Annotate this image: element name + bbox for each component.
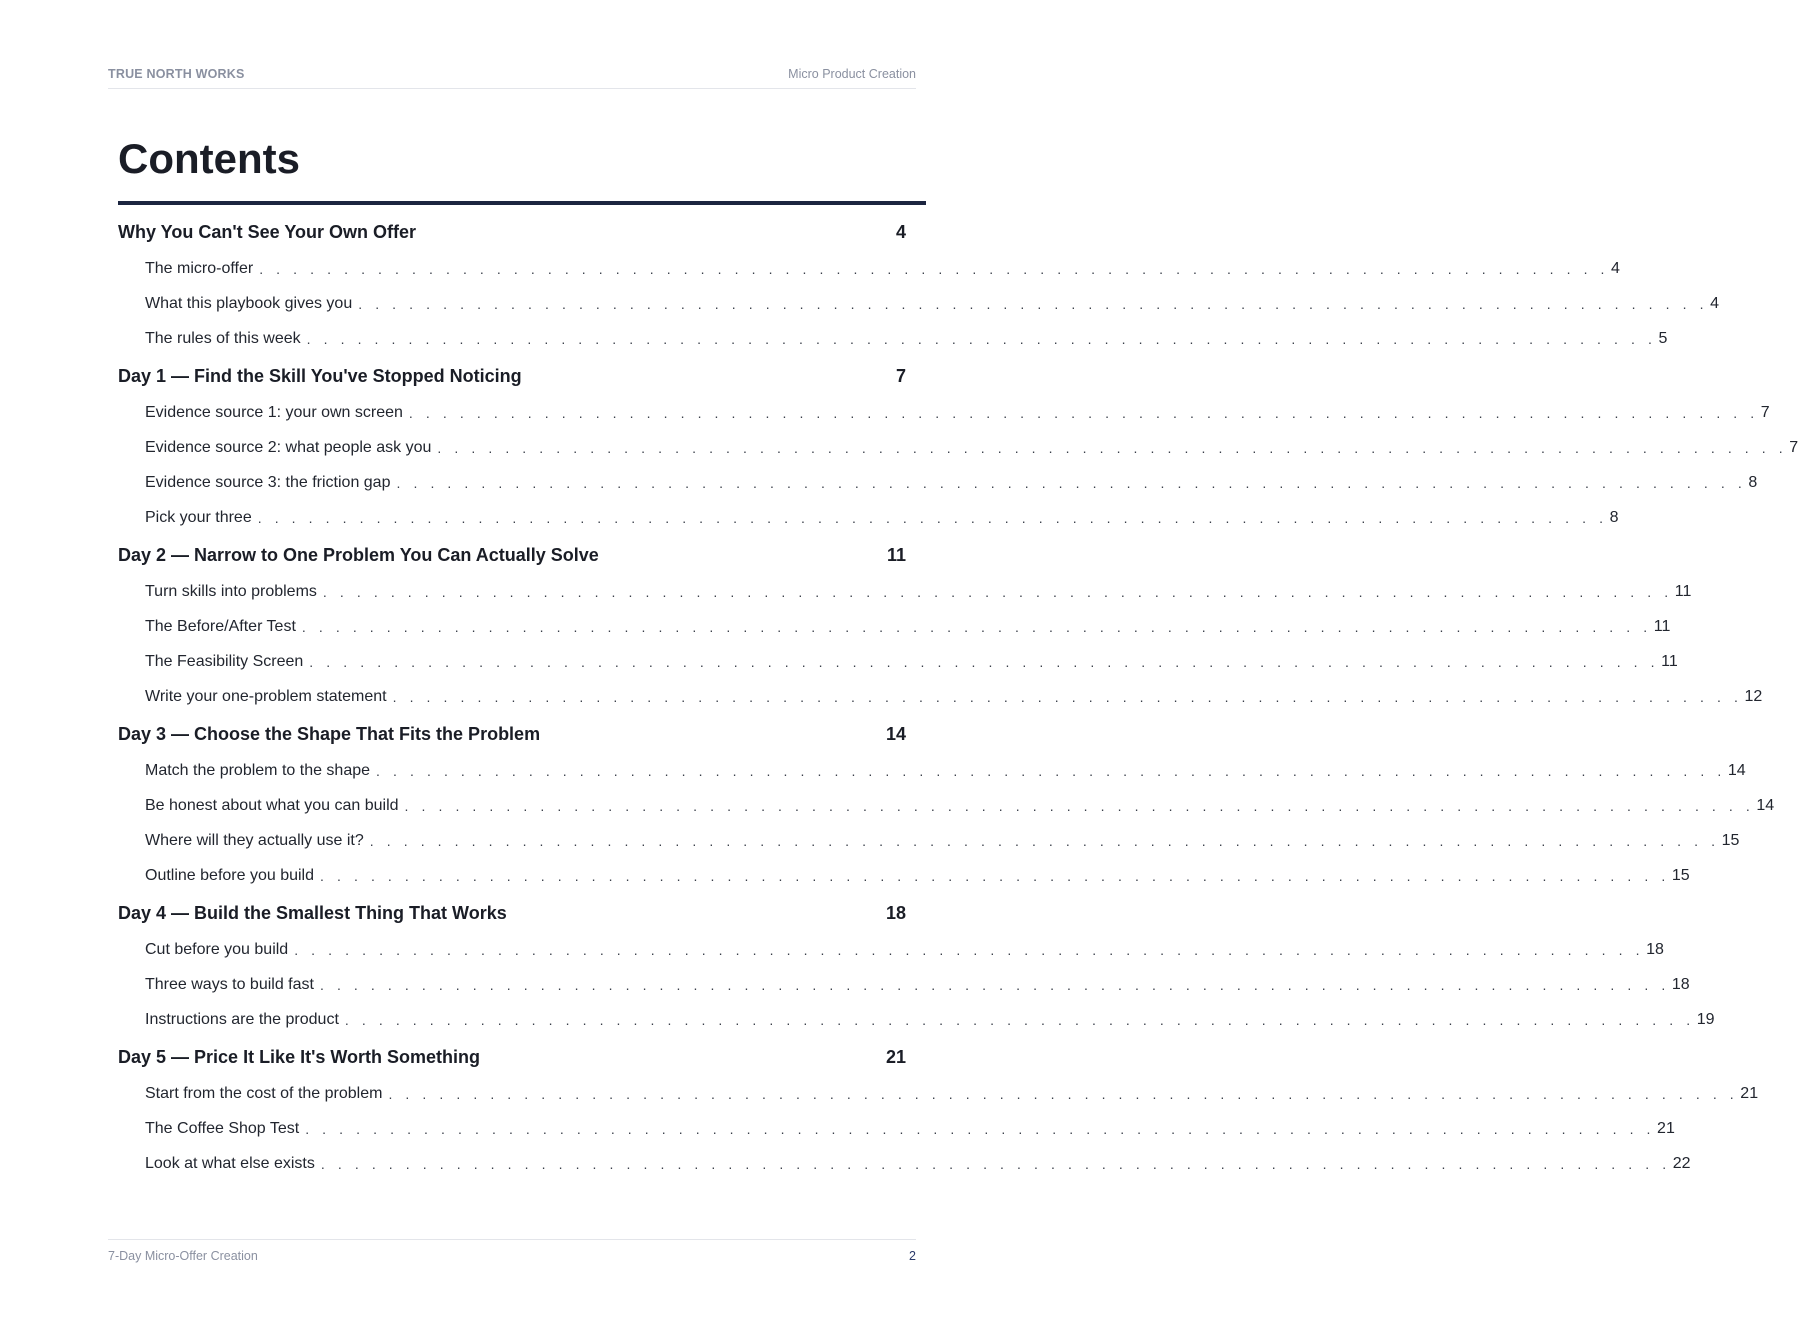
toc-chapter[interactable] [118,214,906,250]
toc-section[interactable] [118,967,1690,1002]
toc-chapter-title: Day 2 — Narrow to One Problem You Can Actually Solve [118,545,599,565]
toc-chapter-page: 18 [885,903,906,923]
dot-leader: . . . . . . . . . . . . . . . . . . . . . . . . . . . . . . . . . . . . . . . . . . . . . . . . . . . . . . . . . . . . . . . . . . . . . . . . . . . . . . . . [408,404,1759,421]
dot-leader: . . . . . . . . . . . . . . . . . . . . . . . . . . . . . . . . . . . . . . . . . . . . . . . . . . . . . . . . . . . . . . . . . . . . . . . . . . . . . . . . [319,976,1670,993]
toc-section[interactable] [118,1076,1759,1111]
toc-section-page: 21 [1657,1119,1675,1137]
running-footer [108,1239,916,1266]
toc-section-title: Evidence source 1: your own screen [145,404,409,422]
running-header [108,64,916,89]
toc-section-page: 14 [1756,796,1775,814]
toc-section-page: 12 [1744,687,1763,705]
toc-section-title: Turn skills into problems [145,583,323,601]
toc-section-title: Cut before you build [145,941,294,959]
product-name: Micro Product Creation [788,67,916,81]
dot-leader: . . . . . . . . . . . . . . . . . . . . . . . . . . . . . . . . . . . . . . . . . . . . . . . . . . . . . . . . . . . . . . . . . . . . . . . . . . . . . . . . [369,832,1720,849]
dot-leader: . . . . . . . . . . . . . . . . . . . . . . . . . . . . . . . . . . . . . . . . . . . . . . . . . . . . . . . . . . . . . . . . . . . . . . . . . . . . . . . . [320,1155,1671,1172]
toc-section-page: 18 [1671,975,1690,993]
toc-section[interactable] [118,858,1690,893]
dot-leader: . . . . . . . . . . . . . . . . . . . . . . . . . . . . . . . . . . . . . . . . . . . . . . . . . . . . . . . . . . . . . . . . . . . . . . . . . . . . . . . . [309,653,1660,670]
dot-leader: . . . . . . . . . . . . . . . . . . . . . . . . . . . . . . . . . . . . . . . . . . . . . . . . . . . . . . . . . . . . . . . . . . . . . . . . . . . . . . . . [404,797,1755,814]
toc-section-page: 14 [1727,761,1746,779]
toc-chapter-page: 21 [885,1047,906,1067]
toc-section-list [118,574,1763,714]
dot-leader: . . . . . . . . . . . . . . . . . . . . . . . . . . . . . . . . . . . . . . . . . . . . . . . . . . . . . . . . . . . . . . . . . . . . . . . . . . . . . . . . [322,583,1673,600]
toc-section-title: Three ways to build fast [145,976,320,994]
toc-section-page: 7 [1760,403,1770,421]
toc-section-list [118,753,1775,893]
toc-chapter-title: Day 4 — Build the Smallest Thing That Works [118,903,507,923]
brand-name: TRUE NORTH WORKS [108,67,245,81]
toc-section-page: 18 [1646,940,1664,958]
toc-section-page: 11 [1653,617,1671,635]
toc-section-page: 21 [1740,1084,1759,1102]
dot-leader: . . . . . . . . . . . . . . . . . . . . . . . . . . . . . . . . . . . . . . . . . . . . . . . . . . . . . . . . . . . . . . . . . . . . . . . . . . . . . . . . [257,509,1608,526]
toc-section-title: The micro-offer [145,260,259,278]
toc-section-title: The Before/After Test [145,618,302,636]
dot-leader: . . . . . . . . . . . . . . . . . . . . . . . . . . . . . . . . . . . . . . . . . . . . . . . . . . . . . . . . . . . . . . . . . . . . . . . . . . . . . . . . [301,618,1652,635]
toc-chapter-page: 7 [895,366,906,386]
toc-chapter-page: 11 [886,545,906,565]
page-title: Contents [118,135,300,182]
toc-chapter-title: Day 1 — Find the Skill You've Stopped Noticing [118,366,522,386]
dot-leader: . . . . . . . . . . . . . . . . . . . . . . . . . . . . . . . . . . . . . . . . . . . . . . . . . . . . . . . . . . . . . . . . . . . . . . . . . . . . . . . . [344,1011,1695,1028]
toc-section-page: 11 [1674,582,1692,600]
toc-section-page: 11 [1661,652,1678,670]
dot-leader: . . . . . . . . . . . . . . . . . . . . . . . . . . . . . . . . . . . . . . . . . . . . . . . . . . . . . . . . . . . . . . . . . . . . . . . . . . . . . . . . [320,867,1670,884]
toc-chapter[interactable] [118,1039,906,1075]
toc-section-page: 4 [1611,259,1620,277]
toc-section[interactable] [118,321,1668,356]
toc-chapter[interactable] [118,358,906,394]
toc-section-page: 5 [1658,329,1668,347]
toc-section[interactable] [118,465,1758,500]
toc-section-page: 8 [1609,508,1619,526]
toc-section-title: The rules of this week [145,330,307,348]
footer-page-number: 2 [909,1249,916,1263]
toc-section-page: 7 [1789,438,1798,456]
dot-leader: . . . . . . . . . . . . . . . . . . . . . . . . . . . . . . . . . . . . . . . . . . . . . . . . . . . . . . . . . . . . . . . . . . . . . . . . . . . . . . . . [376,762,1726,779]
toc-section-list [118,251,1719,356]
dot-leader: . . . . . . . . . . . . . . . . . . . . . . . . . . . . . . . . . . . . . . . . . . . . . . . . . . . . . . . . . . . . . . . . . . . . . . . . . . . . . . . . [259,260,1610,277]
toc-section-title: What this playbook gives you [145,295,358,313]
toc-section[interactable] [118,395,1770,430]
toc-section-title: Evidence source 3: the friction gap [145,474,396,492]
toc-section[interactable] [118,1146,1691,1181]
toc-section-title: Look at what else exists [145,1155,321,1173]
footer-doc-title: 7-Day Micro-Offer Creation [108,1249,258,1263]
toc-section-title: The Coffee Shop Test [145,1120,305,1138]
dot-leader: . . . . . . . . . . . . . . . . . . . . . . . . . . . . . . . . . . . . . . . . . . . . . . . . . . . . . . . . . . . . . . . . . . . . . . . . . . . . . . . . [305,1120,1656,1137]
toc-section-list [118,1076,1759,1181]
toc-section-list [118,932,1715,1037]
toc-section[interactable] [118,932,1664,967]
toc-section-page: 15 [1721,831,1740,849]
toc-chapter-page: 4 [895,222,906,242]
dot-leader: . . . . . . . . . . . . . . . . . . . . . . . . . . . . . . . . . . . . . . . . . . . . . . . . . . . . . . . . . . . . . . . . . . . . . . . . . . . . . . . . [396,474,1747,491]
toc-chapter[interactable] [118,895,906,931]
dot-leader: . . . . . . . . . . . . . . . . . . . . . . . . . . . . . . . . . . . . . . . . . . . . . . . . . . . . . . . . . . . . . . . . . . . . . . . . . . . . . . . . [392,688,1743,705]
toc-section[interactable] [118,1111,1675,1146]
dot-leader: . . . . . . . . . . . . . . . . . . . . . . . . . . . . . . . . . . . . . . . . . . . . . . . . . . . . . . . . . . . . . . . . . . . . . . . . . . . . . . . . [388,1085,1739,1102]
toc-section[interactable] [118,500,1619,535]
toc-section-title: Instructions are the product [145,1011,345,1029]
toc-section[interactable] [118,574,1692,609]
toc-section[interactable] [118,753,1746,788]
toc-chapter-title: Day 5 — Price It Like It's Worth Something [118,1047,481,1067]
toc-section-title: Pick your three [145,509,258,527]
toc-section[interactable] [118,823,1740,858]
toc-section[interactable] [118,644,1678,679]
toc-chapter-title: Day 3 — Choose the Shape That Fits the Problem [118,724,541,744]
toc-section-title: The Feasibility Screen [145,653,309,671]
table-of-contents [118,212,1798,1181]
toc-section-page: 19 [1696,1010,1715,1028]
toc-section-page: 8 [1748,473,1758,491]
dot-leader: . . . . . . . . . . . . . . . . . . . . . . . . . . . . . . . . . . . . . . . . . . . . . . . . . . . . . . . . . . . . . . . . . . . . . . . . . . . . . . . . [306,330,1657,347]
toc-section[interactable] [118,1002,1715,1037]
toc-section[interactable] [118,609,1671,644]
toc-section[interactable] [118,430,1798,465]
toc-section-page: 4 [1710,294,1719,312]
dot-leader: . . . . . . . . . . . . . . . . . . . . . . . . . . . . . . . . . . . . . . . . . . . . . . . . . . . . . . . . . . . . . . . . . . . . . . . . . . . . . . . . [294,941,1645,958]
toc-chapter[interactable] [118,537,906,573]
toc-chapter-page: 14 [885,724,906,744]
toc-section-page: 22 [1672,1154,1691,1172]
toc-chapter[interactable] [118,716,906,752]
toc-section-page: 15 [1671,866,1690,884]
toc-chapter-title: Why You Can't See Your Own Offer [118,222,416,242]
dot-leader: . . . . . . . . . . . . . . . . . . . . . . . . . . . . . . . . . . . . . . . . . . . . . . . . . . . . . . . . . . . . . . . . . . . . . . . . . . . . . . . . [358,295,1709,312]
title-divider [118,201,926,205]
toc-section-title: Outline before you build [145,867,320,885]
toc-section-title: Match the problem to the shape [145,762,376,780]
toc-section-title: Write your one-problem statement [145,688,393,706]
toc-section[interactable] [118,286,1719,321]
toc-section-title: Be honest about what you can build [145,797,405,815]
dot-leader: . . . . . . . . . . . . . . . . . . . . . . . . . . . . . . . . . . . . . . . . . . . . . . . . . . . . . . . . . . . . . . . . . . . . . . . . . . . . . . . . [437,439,1788,456]
toc-section-title: Where will they actually use it? [145,832,370,850]
toc-section-list [118,395,1798,535]
toc-section[interactable] [118,251,1620,286]
toc-section-title: Evidence source 2: what people ask you [145,439,437,457]
toc-section-title: Start from the cost of the problem [145,1085,388,1103]
toc-section[interactable] [118,788,1775,823]
toc-section[interactable] [118,679,1763,714]
